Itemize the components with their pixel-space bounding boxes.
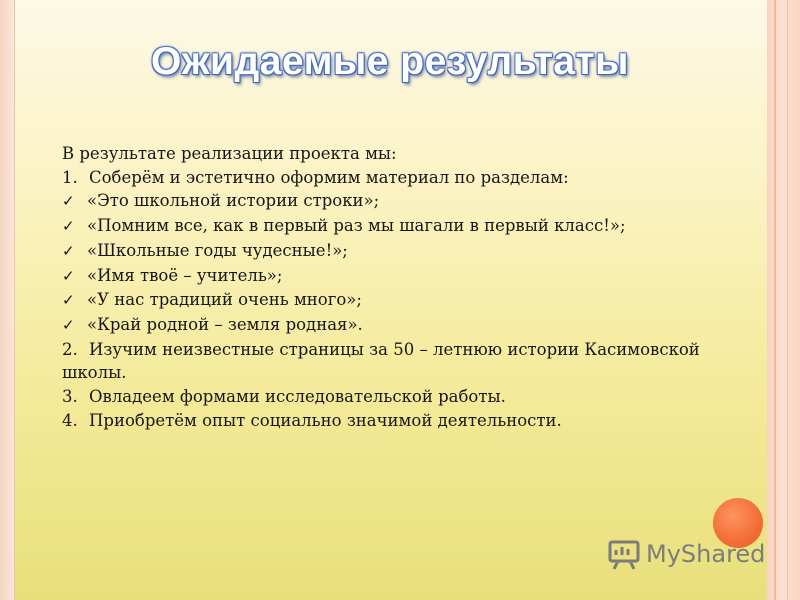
numbered-item-4 [62, 409, 762, 433]
decorative-side-band [767, 0, 800, 600]
item-text: Овладеем формами исследовательской работы. [89, 387, 506, 407]
section-item-2 [62, 214, 762, 239]
checkmark-icon: ✓ [62, 266, 75, 285]
numbered-item-3 [62, 385, 762, 409]
numbered-item-2 [62, 338, 762, 385]
watermark-logo[interactable] [606, 536, 765, 572]
slide-title: Ожидаемые результаты [151, 40, 629, 83]
intro-text: В результате реализации проекта мы: [62, 144, 397, 163]
checkmark-icon: ✓ [62, 315, 75, 334]
checkmark-icon: ✓ [62, 291, 75, 310]
item-text: Приобретём опыт социально значимой деятельности. [89, 410, 562, 430]
section-item-3 [62, 239, 762, 264]
numbered-item-1 [62, 166, 762, 190]
item-number: 2. [62, 339, 78, 359]
item-number: 4. [62, 410, 78, 430]
item-number: 3. [62, 387, 78, 407]
checkmark-icon: ✓ [62, 241, 75, 260]
item-text: Соберём и эстетично оформим материал по разделам: [89, 167, 569, 187]
watermark-text: MyShared [646, 540, 766, 568]
presentation-board-icon [606, 536, 642, 572]
item-text: Изучим неизвестные страницы за 50 – летнюю истории Касимовской школы. [62, 339, 700, 383]
section-text: «Имя твоё – учитель»; [87, 265, 283, 285]
section-item-5 [62, 288, 762, 313]
section-item-1 [62, 189, 762, 214]
section-text: «У нас традиций очень много»; [87, 290, 362, 310]
section-item-4 [62, 264, 762, 289]
checkmark-icon: ✓ [62, 192, 75, 211]
section-text: «Край родной – земля родная». [87, 314, 363, 334]
section-text: «Помним все, как в первый раз мы шагали в первый класс!»; [87, 216, 626, 236]
item-number: 1. [62, 167, 78, 187]
section-text: «Школьные годы чудесные!»; [87, 240, 348, 260]
section-item-6 [62, 313, 762, 338]
slide-body [62, 142, 762, 432]
checkmark-icon: ✓ [62, 217, 75, 236]
section-text: «Это школьной истории строки»; [87, 191, 380, 211]
